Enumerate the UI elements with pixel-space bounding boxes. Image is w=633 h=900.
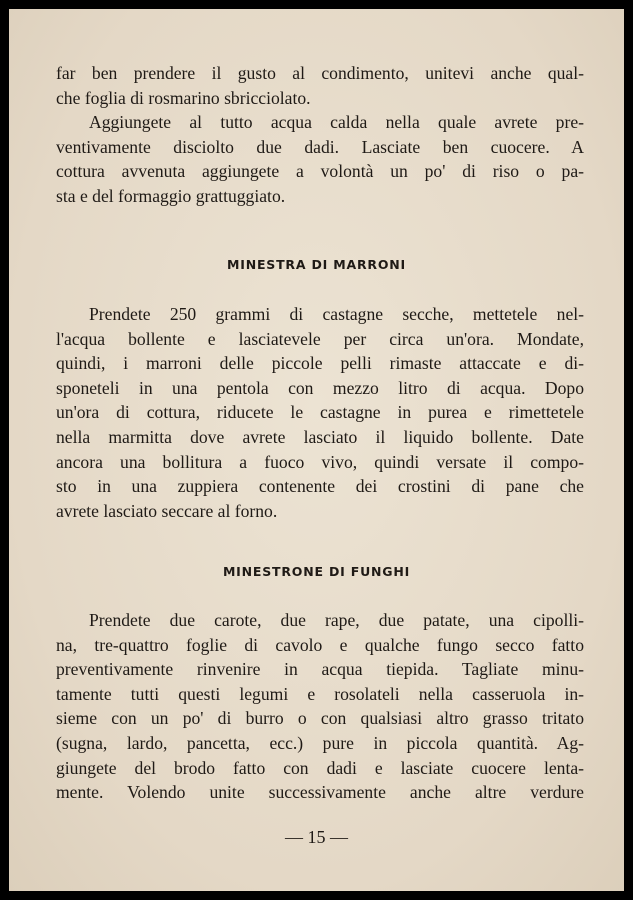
book-page bbox=[9, 9, 624, 891]
text-line: Prendete due carote, due rape, due patate, una cipolli- bbox=[89, 610, 584, 630]
paragraph-funghi bbox=[56, 608, 584, 805]
paragraph-marroni bbox=[56, 302, 584, 523]
recipe-heading-minestrone-di-funghi: MINESTRONE DI FUNGHI bbox=[222, 564, 411, 579]
paragraph-acqua bbox=[56, 110, 584, 208]
text-line: sieme con un po' di burro o con qualsiasi altro grasso tritato bbox=[56, 708, 584, 729]
text-line: ancora una bollitura a fuoco vivo, quindi versate il compo- bbox=[56, 451, 584, 472]
text-line: sto in una zuppiera contenente dei crostini di pane che bbox=[56, 476, 584, 497]
text-line: tamente tutti questi legumi e rosolateli nella casseruola in- bbox=[56, 683, 584, 704]
text-line: che foglia di rosmarino sbricciolato. bbox=[56, 87, 311, 108]
text-line: l'acqua bollente e lasciatevele per circa un'ora. Mondate, bbox=[56, 328, 584, 349]
text-line: Aggiungete al tutto acqua calda nella quale avrete pre- bbox=[89, 112, 584, 132]
text-line: far ben prendere il gusto al condimento, unitevi anche qual- bbox=[56, 63, 584, 83]
text-line: quindi, i marroni delle piccole pelli rimaste attaccate e di- bbox=[56, 353, 584, 374]
text-line: preventivamente rinvenire in acqua tiepida. Tagliate minu- bbox=[56, 659, 584, 680]
text-line: na, tre-quattro foglie di cavolo e qualche fungo secco fatto bbox=[56, 634, 584, 655]
text-line: sta e del formaggio grattuggiato. bbox=[56, 185, 286, 206]
text-line: cottura avvenuta aggiungete a volontà un po' di riso o pa- bbox=[56, 161, 584, 182]
text-line: nella marmitta dove avrete lasciato il liquido bollente. Date bbox=[56, 426, 584, 447]
text-line: giungete del brodo fatto con dadi e lasciate cuocere lenta- bbox=[56, 757, 584, 778]
paragraph-continuation bbox=[56, 61, 584, 110]
text-line: ventivamente disciolto due dadi. Lasciate ben cuocere. A bbox=[56, 136, 584, 157]
text-line: un'ora di cottura, riducete le castagne in purea e rimettetele bbox=[56, 402, 584, 423]
page-number: — 15 — bbox=[285, 827, 348, 847]
text-line: Prendete 250 grammi di castagne secche, mettetele nel- bbox=[89, 304, 584, 324]
text-line: sponeteli in una pentola con mezzo litro di acqua. Dopo bbox=[56, 377, 584, 398]
recipe-heading-minestra-di-marroni: MINESTRA DI MARRONI bbox=[227, 257, 406, 272]
text-line: (sugna, lardo, pancetta, ecc.) pure in piccola quantità. Ag- bbox=[56, 732, 584, 753]
text-line: avrete lasciato seccare al forno. bbox=[56, 500, 278, 521]
text-line: mente. Volendo unite successivamente anche altre verdure bbox=[56, 782, 584, 803]
